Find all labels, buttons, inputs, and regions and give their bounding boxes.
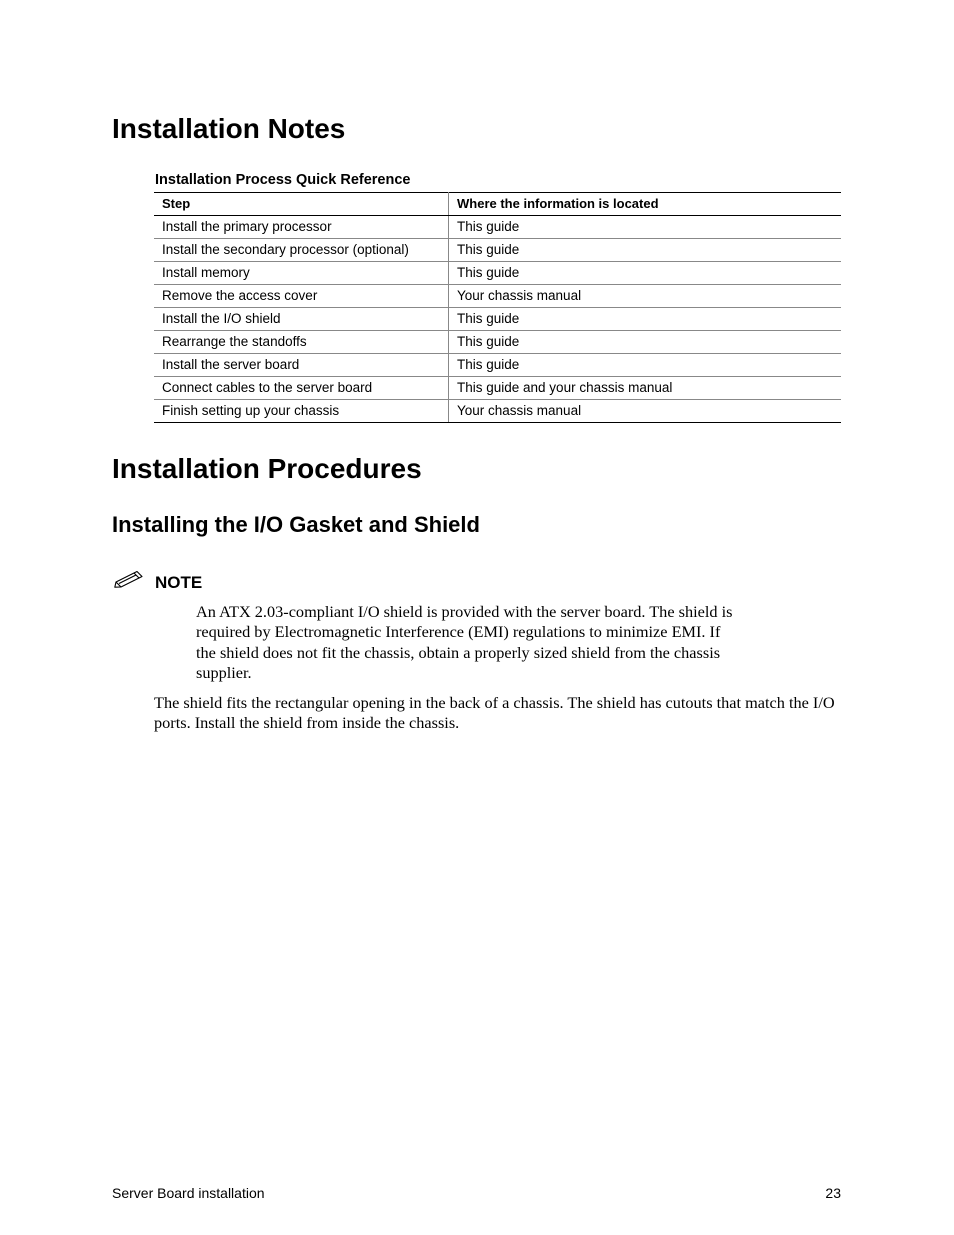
footer-section-title: Server Board installation (112, 1185, 265, 1201)
step-cell: Install the server board (154, 354, 449, 377)
location-cell: This guide (449, 331, 842, 354)
step-cell: Install the I/O shield (154, 308, 449, 331)
step-cell: Install the secondary processor (optional) (154, 239, 449, 262)
table-row (154, 331, 841, 354)
table-row (154, 262, 841, 285)
pencil-icon (114, 570, 144, 588)
location-cell: Your chassis manual (449, 285, 842, 308)
note-text: An ATX 2.03-compliant I/O shield is provided with the server board. The shield is required by Electromagnetic Interference (EMI) regulations to minimize EMI. If the shield does not fit the chassis, obtain a properly sized shield from the chassis supplier. (196, 602, 733, 683)
step-cell: Remove the access cover (154, 285, 449, 308)
installation-procedures-heading: Installation Procedures (112, 453, 422, 484)
location-cell: This guide (449, 308, 842, 331)
table-row (154, 354, 841, 377)
installation-notes-heading: Installation Notes (112, 113, 346, 144)
step-cell: Install the primary processor (154, 216, 449, 239)
location-cell: This guide (449, 239, 842, 262)
table-row (154, 308, 841, 331)
column-header-step: Step (154, 193, 449, 216)
step-cell: Rearrange the standoffs (154, 331, 449, 354)
step-cell: Connect cables to the server board (154, 377, 449, 400)
quick-reference-table (154, 192, 841, 423)
io-shield-subheading: Installing the I/O Gasket and Shield (112, 512, 480, 537)
location-cell: Your chassis manual (449, 400, 842, 423)
page-number: 23 (825, 1185, 841, 1201)
location-cell: This guide (449, 262, 842, 285)
location-cell: This guide and your chassis manual (449, 377, 842, 400)
body-paragraph: The shield fits the rectangular opening in the back of a chassis. The shield has cutouts that match the I/O ports. Install the shield from inside the chassis. (154, 693, 835, 733)
step-cell: Finish setting up your chassis (154, 400, 449, 423)
location-cell: This guide (449, 354, 842, 377)
table-row (154, 377, 841, 400)
step-cell: Install memory (154, 262, 449, 285)
table-header-row (154, 193, 841, 216)
table-row (154, 239, 841, 262)
table-row (154, 400, 841, 423)
note-label: NOTE (155, 573, 203, 592)
table-caption: Installation Process Quick Reference (155, 172, 411, 188)
table-row (154, 216, 841, 239)
column-header-location: Where the information is located (449, 193, 842, 216)
table-row (154, 285, 841, 308)
location-cell: This guide (449, 216, 842, 239)
